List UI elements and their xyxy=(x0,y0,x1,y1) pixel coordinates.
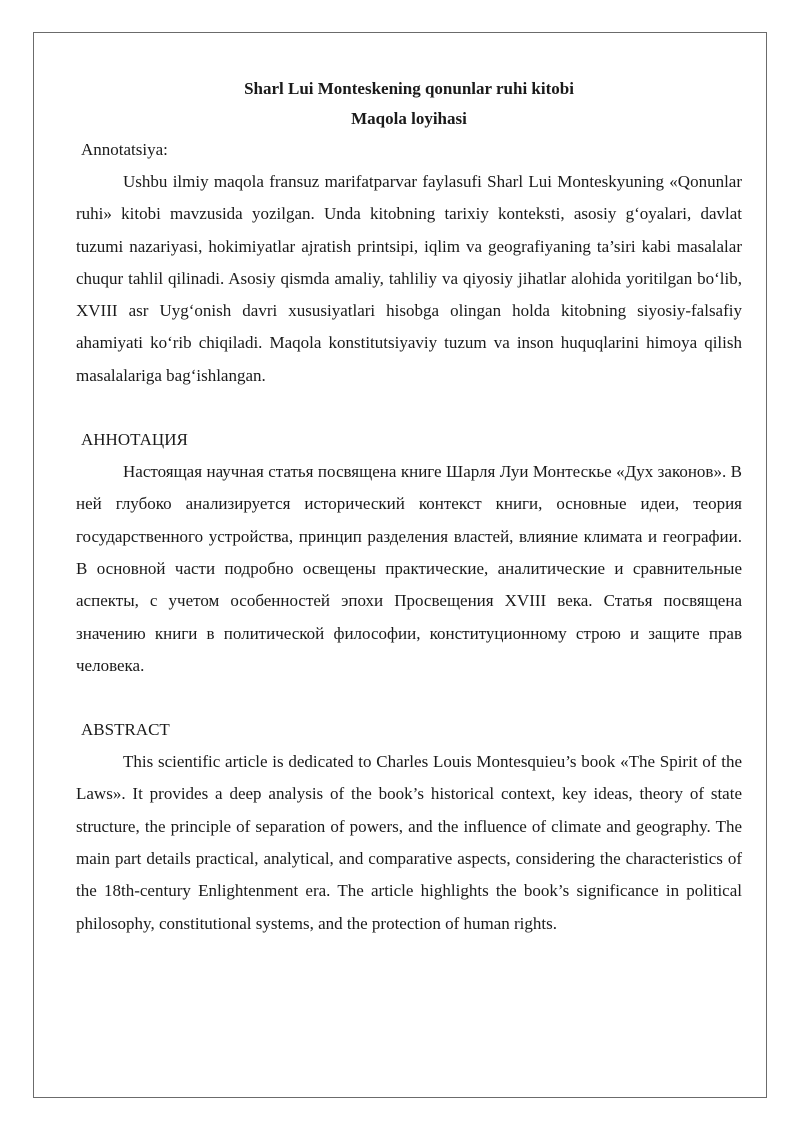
section-spacer xyxy=(76,392,742,424)
section-body-english: This scientific article is dedicated to Charles Louis Montesquieu’s book «The Spirit of the Laws». It provides a deep analysis of the book’s historical context, key ideas, theory of state structure, the principle of separation of powers, and the influence of climate and geography. The main part details practical, analytical, and comparative aspects, considering the characteristics of the 18th-century Enlightenment era. The article highlights the book’s significance in political philosophy, constitutional systems, and the protection of human rights. xyxy=(76,752,742,933)
section-spacer xyxy=(76,682,742,714)
section-english-abstract xyxy=(76,714,742,940)
section-heading-english: ABSTRACT xyxy=(81,720,170,740)
document-body xyxy=(76,74,742,940)
document-subtitle: Maqola loyihasi xyxy=(351,109,467,128)
section-body-russian: Настоящая научная статья посвящена книге Шарля Луи Монтескье «Дух законов». В ней глубоко анализируется исторический контекст книги, основные идеи, теория государственного устройства, принцип разделения властей, влияние климата и географии. В основной части подробно освещены практические, аналитические и сравнительные аспекты, с учетом особенностей эпохи Просвещения XVIII века. Статья посвящена значению книги в политической философии, конституционному строю и защите прав человека. xyxy=(76,462,742,675)
document-title: Sharl Lui Monteskening qonunlar ruhi kitobi xyxy=(244,79,574,98)
section-uzbek-annotation xyxy=(76,134,742,392)
section-heading-russian: АННОТАЦИЯ xyxy=(81,430,188,450)
section-heading-uzbek: Annotatsiya: xyxy=(81,140,168,159)
section-russian-annotation xyxy=(76,424,742,682)
section-body-uzbek: Ushbu ilmiy maqola fransuz marifatparvar faylasufi Sharl Lui Monteskyuning «Qonunlar ruhi» kitobi mavzusida yozilgan. Unda kitobning tarixiy konteksti, asosiy g‘oyalari, davlat tuzumi nazariyasi, hokimiyatlar ajratish printsipi, iqlim va geografiyaning ta’siri kabi masalalar chuqur tahlil qilinadi. Asosiy qismda amaliy, tahliliy va qiyosiy jihatlar alohida yoritilgan bo‘lib, XVIII asr Uyg‘onish davri xususiyatlari hisobga olingan holda kitobning siyosiy-falsafiy ahamiyati ko‘rib chiqiladi. Maqola konstitutsiyaviy tuzum va inson huquqlarini himoya qilish masalalariga bag‘ishlangan. xyxy=(76,172,742,385)
